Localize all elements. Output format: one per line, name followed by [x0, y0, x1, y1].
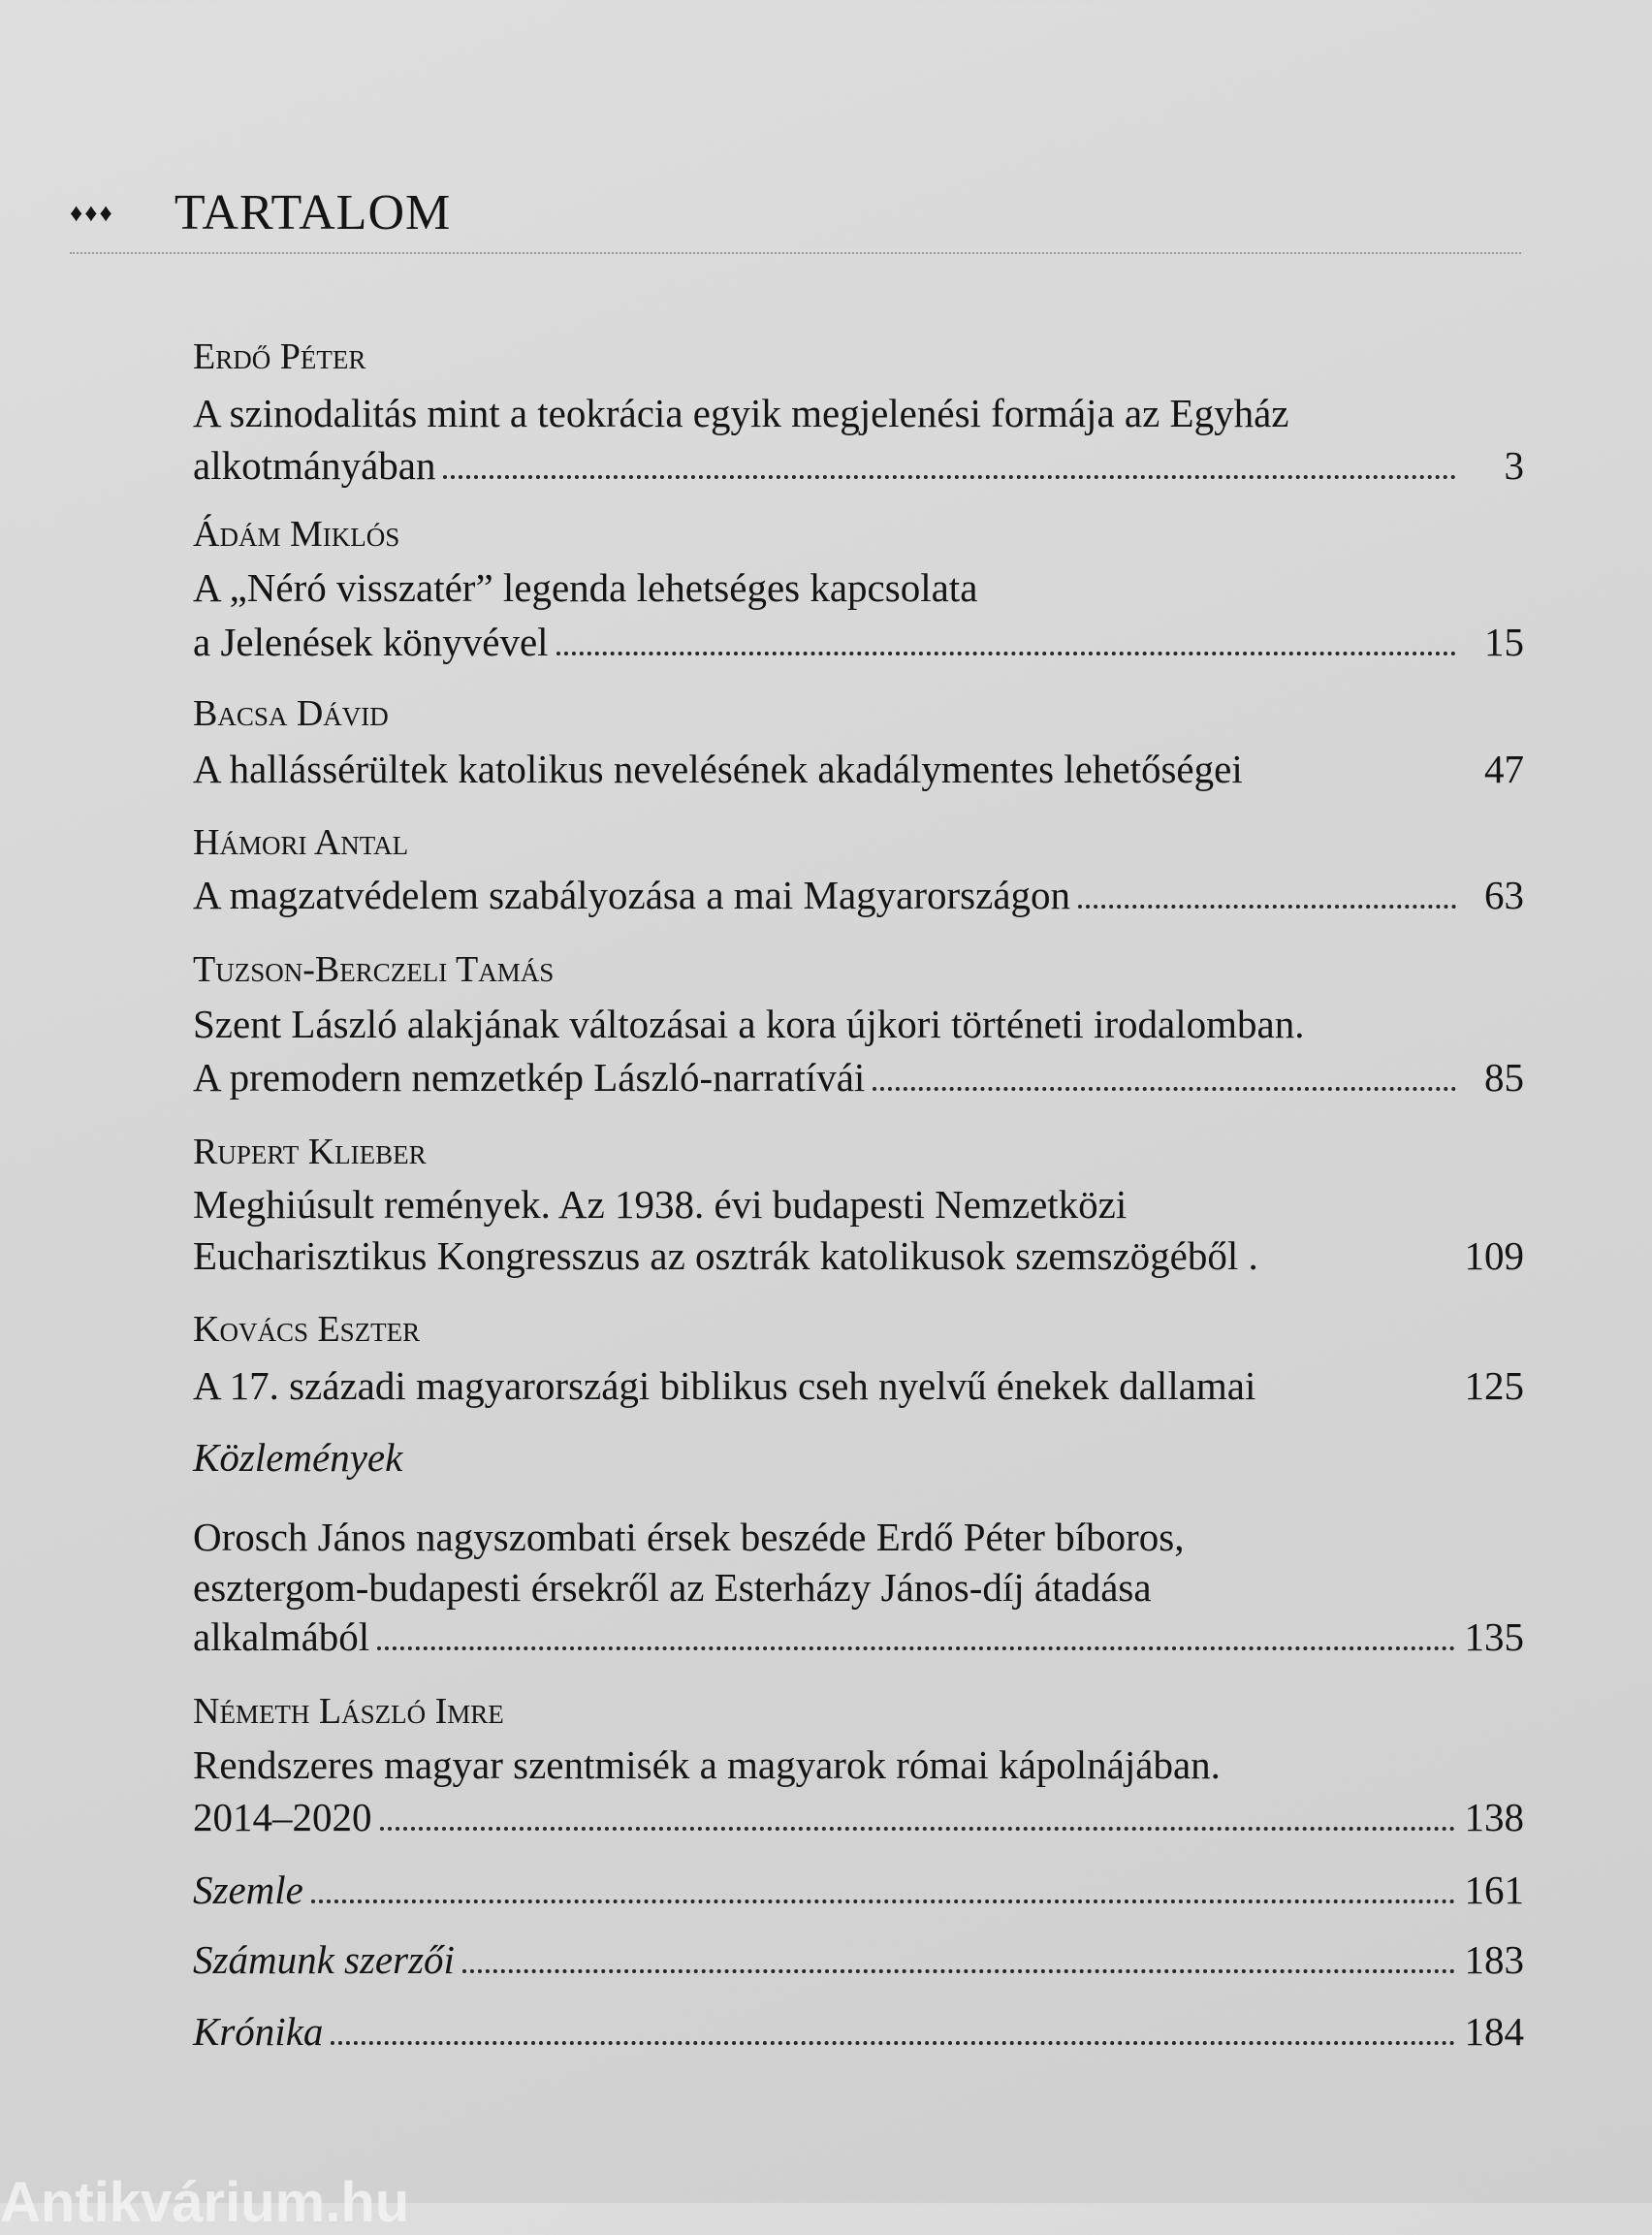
title-text: Meghiúsult remények. Az 1938. évi budapesti Nemzetközi	[193, 1182, 1128, 1227]
page-number: 138	[1464, 1795, 1524, 1839]
dot-leader	[556, 617, 1456, 655]
dot-leader	[331, 2006, 1454, 2045]
entry-author: Németh László Imre	[193, 1691, 504, 1732]
page-number: 184	[1464, 2009, 1524, 2054]
page-number: 183	[1464, 1937, 1524, 1982]
section-label: Krónika	[193, 2009, 324, 2054]
dot-leader	[311, 1865, 1455, 1903]
section-heading-kozlemenyek	[193, 1432, 1524, 1483]
toc-entry[interactable]	[193, 440, 1524, 491]
entry-title-line	[193, 1562, 1524, 1612]
watermark: Antikvárium.hu	[0, 2171, 410, 2234]
dot-leader	[1078, 870, 1456, 909]
entry-author: Hámori Antal	[193, 822, 409, 863]
page-number: 109	[1464, 1233, 1524, 1278]
page-number: 125	[1464, 1363, 1524, 1408]
entry-author: Bacsa Dávid	[193, 693, 389, 734]
toc-entry[interactable]	[193, 1052, 1524, 1102]
toc-entry[interactable]	[193, 617, 1524, 667]
title-text: Eucharisztikus Kongresszus az osztrák katolikusok szemszögéből .	[193, 1233, 1258, 1278]
page-number: 135	[1464, 1614, 1524, 1659]
entry-author: Ádám Miklós	[193, 514, 400, 555]
header-divider	[70, 252, 1521, 254]
entry-author: Kovács Eszter	[193, 1309, 421, 1350]
title-text: A premodern nemzetkép László-narratívái	[193, 1055, 866, 1100]
title-text: Szent László alakjának változásai a kora újkori történeti irodalomban.	[193, 1002, 1305, 1046]
entry-author: Erdő Péter	[193, 336, 366, 377]
title-text: alkotmányában	[193, 443, 436, 488]
toc-entry[interactable]	[193, 1360, 1524, 1411]
title-text: Orosch János nagyszombati érsek beszéde Erdő Péter bíboros,	[193, 1515, 1185, 1559]
title-text: A szinodalitás mint a teokrácia egyik megjelenési formája az Egyház	[193, 391, 1289, 435]
toc-entry-szemle[interactable]	[193, 1865, 1524, 1915]
section-label: Számunk szerzői	[193, 1937, 455, 1982]
page-number: 47	[1484, 747, 1524, 791]
entry-title-line	[193, 999, 1524, 1049]
entry-author: Tuzson-Berczeli Tamás	[193, 949, 555, 990]
page-number: 63	[1484, 873, 1524, 917]
section-label: Szemle	[193, 1868, 303, 1912]
dot-leader	[462, 1934, 1455, 1973]
title-text: 2014–2020	[193, 1795, 372, 1839]
title-text: a Jelenések könyvével	[193, 620, 549, 664]
dot-leader	[380, 1792, 1455, 1831]
title-text: A hallássérültek katolikus nevelésének akadálymentes lehetőségei	[193, 747, 1243, 791]
title-text: esztergom-budapesti érsekről az Esterházy János-díj átadása	[193, 1565, 1152, 1610]
dot-leader	[873, 1052, 1456, 1091]
entry-author: Rupert Klieber	[193, 1132, 427, 1172]
section-label: Közlemények	[193, 1435, 403, 1480]
page-number: 161	[1464, 1868, 1524, 1912]
diamond-ornament-icon: ♦♦♦	[70, 198, 114, 227]
title-text: Rendszeres magyar szentmisék a magyarok római kápolnájában.	[193, 1742, 1221, 1787]
title-text: A „Néró visszatér” legenda lehetséges kapcsolata	[193, 565, 978, 610]
toc-entry-kronika[interactable]	[193, 2006, 1524, 2057]
page-number: 15	[1484, 620, 1524, 664]
dot-leader	[377, 1612, 1454, 1650]
title-text: A magzatvédelem szabályozása a mai Magyarországon	[193, 873, 1071, 917]
toc-entry[interactable]	[193, 1792, 1524, 1842]
dot-leader	[443, 440, 1456, 479]
entry-title-line	[193, 1740, 1524, 1790]
entry-title-line	[193, 1512, 1524, 1562]
toc-header	[70, 184, 451, 241]
toc-entry[interactable]	[193, 1230, 1524, 1281]
title-text: alkalmából	[193, 1614, 370, 1659]
page-title: TARTALOM	[174, 185, 452, 240]
entry-title-line	[193, 388, 1524, 438]
page-number: 3	[1504, 443, 1524, 488]
entry-title-line	[193, 1179, 1524, 1229]
entry-title-line	[193, 562, 1524, 613]
toc-entry[interactable]	[193, 744, 1524, 794]
page-number: 85	[1484, 1055, 1524, 1100]
title-text: A 17. századi magyarországi biblikus cseh nyelvű énekek dallamai	[193, 1363, 1256, 1408]
toc-entry[interactable]	[193, 870, 1524, 920]
toc-entry[interactable]	[193, 1612, 1524, 1662]
toc-entry-szamunk-szerzoi[interactable]	[193, 1934, 1524, 1985]
